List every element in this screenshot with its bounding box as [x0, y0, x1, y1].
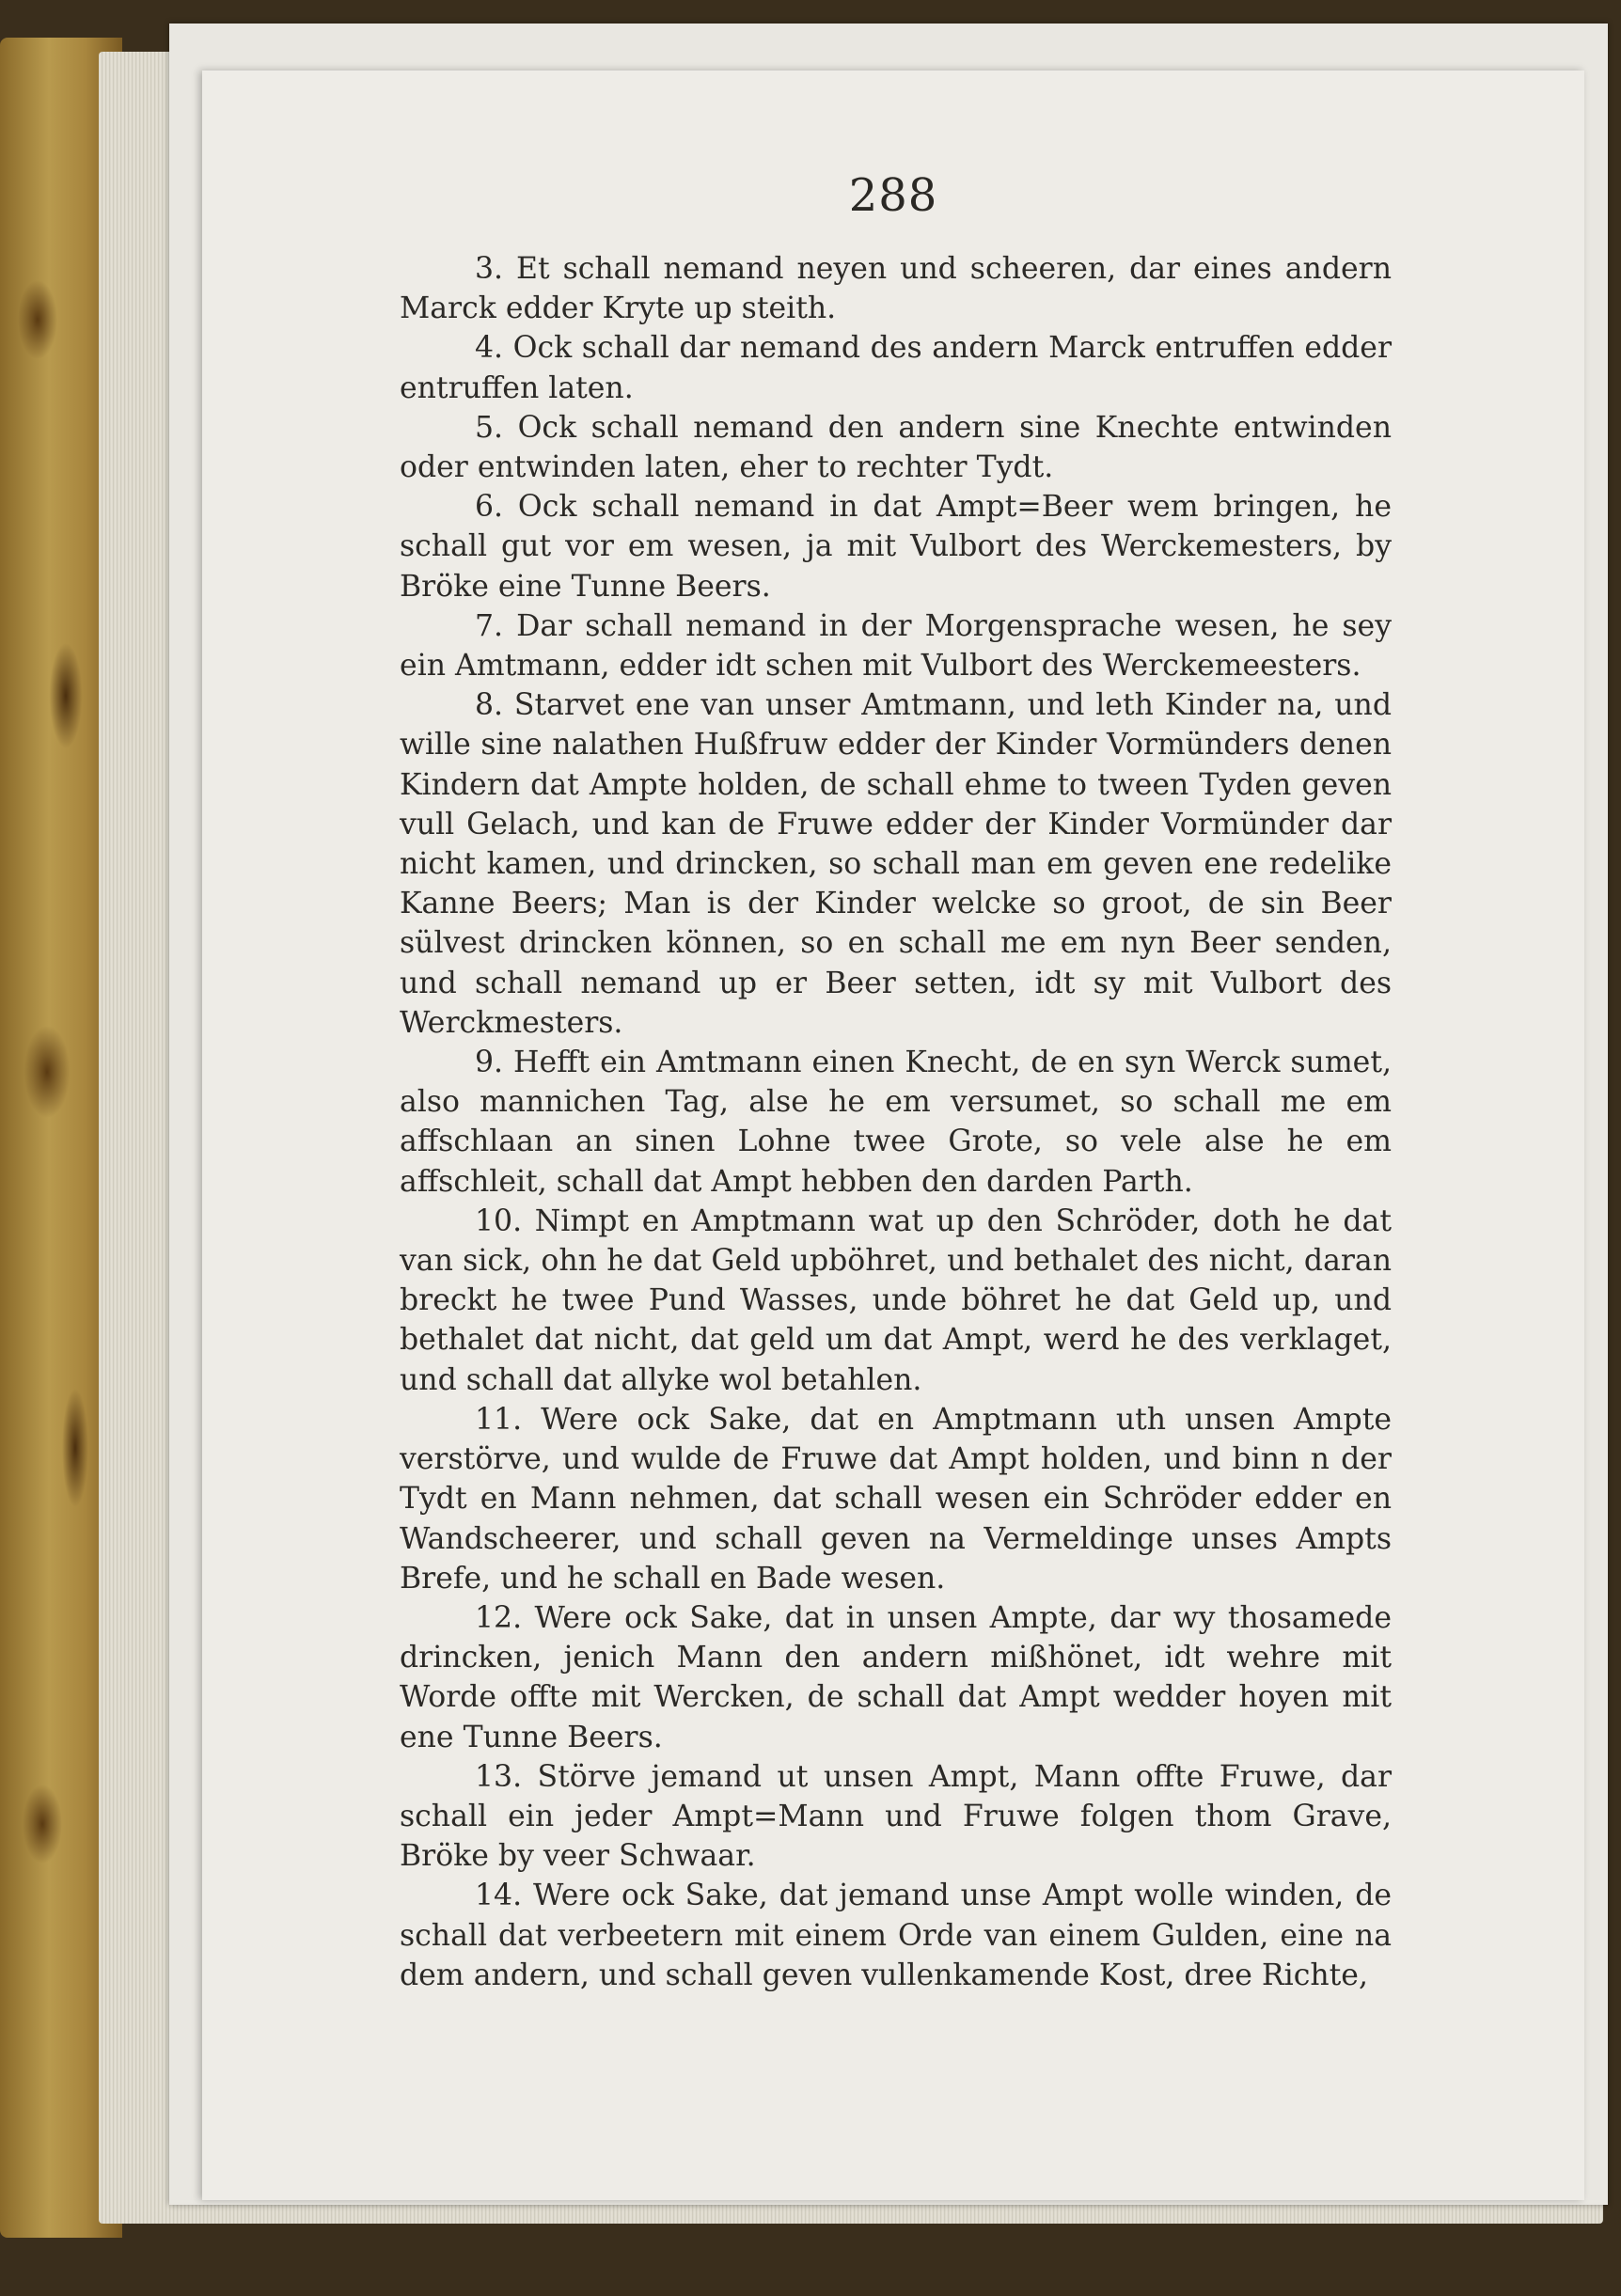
paragraph-5: 5. Ock schall nemand den andern sine Knechte entwinden oder entwinden laten, eher to rechter Tydt.: [400, 410, 1392, 485]
page-text: [400, 249, 1392, 1995]
paragraph-12: 12. Were ock Sake, dat in unsen Ampte, dar wy thosamede drincken, jenich Mann den andern mißhönet, idt wehre mit Worde offte mit Wercken, de schall dat Ampt wedder hoyen mit ene Tunne Beers.: [400, 1600, 1392, 1754]
paragraph-11: 11. Were ock Sake, dat en Amptmann uth unsen Ampte verstörve, und wulde de Fruwe dat Ampt holden, und binn n der Tydt en Mann nehmen, dat schall wesen ein Schröder edder en Wandscheerer, und schall geven na Vermeldinge unses Ampts Brefe, und he schall en Bade wesen.: [400, 1402, 1392, 1596]
paragraph-8: 8. Starvet ene van unser Amtmann, und leth Kinder na, und wille sine nalathen Hußfruw edder der Kinder Vormünders denen Kindern dat Ampte holden, de schall ehme to tween Tyden geven vull Gelach, und kan de Fruwe edder der Kinder Vormünder dar nicht kamen, und drincken, so schall man em geven ene redelike Kanne Beers; Man is der Kinder welcke so groot, de sin Beer sülvest drincken können, so en schall me em nyn Beer senden, und schall nemand up er Beer setten, idt sy mit Vulbort des Werckmesters.: [400, 688, 1392, 1040]
paragraph-10: 10. Nimpt en Amptmann wat up den Schröder, doth he dat van sick, ohn he dat Geld upböhret, und bethalet des nicht, daran breckt he twee Pund Wasses, unde böhret he dat Geld up, und bethalet dat nicht, dat geld um dat Ampt, werd he des verklaget, und schall dat allyke wol betahlen.: [400, 1203, 1392, 1397]
paragraph-7: 7. Dar schall nemand in der Morgensprache wesen, he sey ein Amtmann, edder idt schen mit Vulbort des Werckemeesters.: [400, 608, 1392, 684]
paragraph-4: 4. Ock schall dar nemand des andern Marck entruffen edder entruffen laten.: [400, 331, 1392, 405]
book-page: [202, 71, 1584, 2200]
paragraph-9: 9. Hefft ein Amtmann einen Knecht, de en syn Werck sumet, also mannichen Tag, alse he em versumet, so schall me em affschlaan an sinen Lohne twee Grote, so vele alse he em affschleit, schall dat Ampt hebben den darden Parth.: [400, 1046, 1392, 1199]
paragraph-6: 6. Ock schall nemand in dat Ampt=Beer wem bringen, he schall gut vor em wesen, ja mit Vulbort des Werckemesters, by Bröke eine Tunne Beers.: [400, 490, 1392, 604]
paragraph-14: 14. Were ock Sake, dat jemand unse Ampt wolle winden, de schall dat verbeetern mit einem Orde van einem Gulden, eine na dem andern, und schall geven vullenkamende Kost, dree Richte,: [400, 1879, 1392, 1992]
paragraph-3: 3. Et schall nemand neyen und scheeren, dar eines andern Marck edder Kryte up steith.: [400, 252, 1392, 326]
page-number: 288: [848, 169, 938, 222]
paragraph-13: 13. Störve jemand ut unsen Ampt, Mann offte Fruwe, dar schall ein jeder Ampt=Mann und Fruwe folgen thom Grave, Bröke by veer Schwaar.: [400, 1759, 1392, 1874]
